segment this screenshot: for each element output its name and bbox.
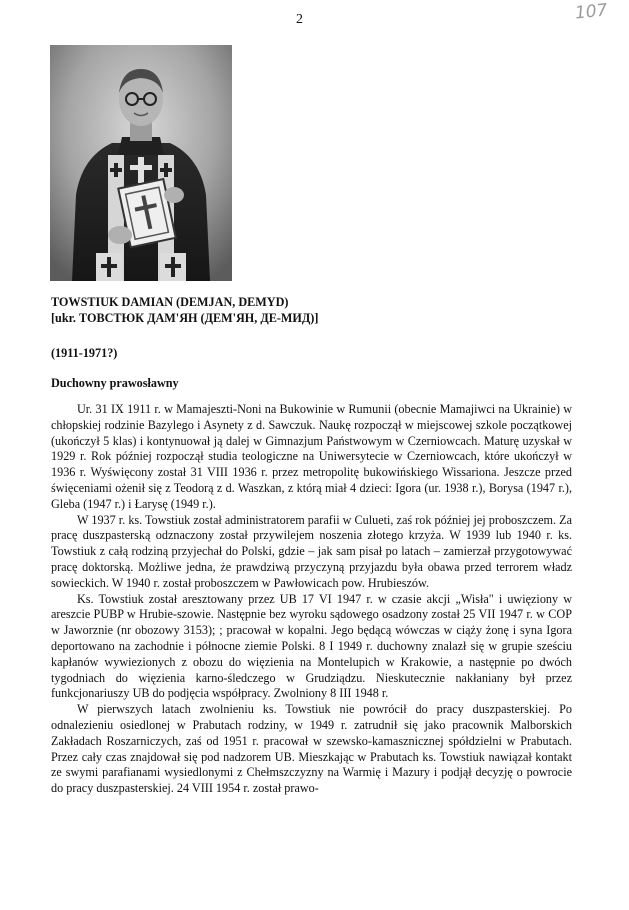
ukrainian-name-line: [ukr. ТОВСТЮК ДАМ'ЯН (ДЕМ'ЯН, ДЕ-МИД)] (51, 311, 319, 325)
paragraph: W pierwszych latach zwolnieniu ks. Towstiuk nie powrócił do pracy duszpasterskiej. Po odnalezieniu osiedlonej w Prabutach rodziny, w 1949 r. zatrudnił się jako pracownik Malborskich Zakładach Roszarniczych, zaś od 1951 r. pracował w szewsko-kamasznicznej spółdzielni w Prabutach. Przez cały czas znajdował się pod nadzorem UB. Mieszkając w Prabutach ks. Towstiuk nawiązał kontakt ze swymi parafianami wysiedlonymi z Chełmszczyzny na Warmię i Mazury i podjął decyzję o powrocie do pracy duszpasterskiej. 24 VIII 1954 r. został prawo- (51, 702, 572, 796)
paragraph: W 1937 r. ks. Towstiuk został administratorem parafii w Culueti, zaś rok później jej proboszczem. Za pracę duszpasterską odznaczony został przywilejem noszenia złotego krzyża. W 1939 lub 1940 r. ks. Towstiuk z całą rodziną przyjechał do Polski, gdzie – jak sam pisał po latach – zamierzał przygotowywać pracę doktorską. Możliwe jedna, że prawdziwą przyczyną przyjazdu była obawa przed terrorem władz sowieckich. W 1940 r. został proboszczem w Pawłowicach pow. Hrubieszów. (51, 512, 572, 590)
heading-name (51, 294, 571, 326)
paragraph: Ur. 31 IX 1911 r. w Mamajeszti-Noni na Bukowinie w Rumunii (obecnie Mamajiwci na Ukrainie) w chłopskiej rodzinie Bazylego i Asynety z d. Sawczuk. Naukę rozpoczął w miejscowej szkole początkowej (ukończył 5 klas) i kontynuował ją dalej w Gimnazjum Państwowym w Czerniowcach. Maturę uzyskał w 1929 r. Rok później rozpoczął studia teologiczne na Uniwersytecie w Czerniowcach, które ukończył w 1936 r. Wyświęcony został 31 VIII 1936 r. przez metropolitę bukowińskiego Wissariona. Jeszcze przed święceniami ożenił się z Teodorą z d. Waszkan, z którą miał 4 dzieci: Igora (ur. 1938 r.), Borysa (1947 r.), Gleba (1947 r.) i Łarysę (1949 r.). (51, 402, 572, 511)
name-line: TOWSTIUK DAMIAN (DEMJAN, DEMYD) (51, 295, 289, 309)
page-number: 2 (296, 12, 303, 27)
life-dates: (1911-1971?) (51, 346, 118, 360)
portrait-photo-icon (50, 45, 232, 281)
archive-number: 107 (574, 0, 609, 24)
paragraph: Ks. Towstiuk został aresztowany przez UB 17 VI 1947 r. w czasie akcji „Wisła" i uwięziony w areszcie PUBP w Hrubie-szowie. Następnie bez wyroku sądowego osadzony został 25 VII 1947 r. w COP w Jaworznie (nr obozowy 3153); ; pracował w kopalni. Jego będącą wówczas w ciąży żonę i syna Igora deportowano na zachodnie i północne ziemie Polski. 8 I 1949 r. duchowny znalazł się w grupie sześciu kapłanów wywiezionych z obozu do więzienia na Montelupich w Krakowie, a następnie po dwóch tygodniach do więzienia karno-śledczego w Grudziądzu. Nieskutecznie nakłaniany był przez funkcjonariuszy UB do podjęcia współpracy. Zwolniony 8 III 1948 r. (51, 591, 572, 701)
biography-text (51, 402, 572, 797)
role-title: Duchowny prawosławny (51, 376, 179, 390)
